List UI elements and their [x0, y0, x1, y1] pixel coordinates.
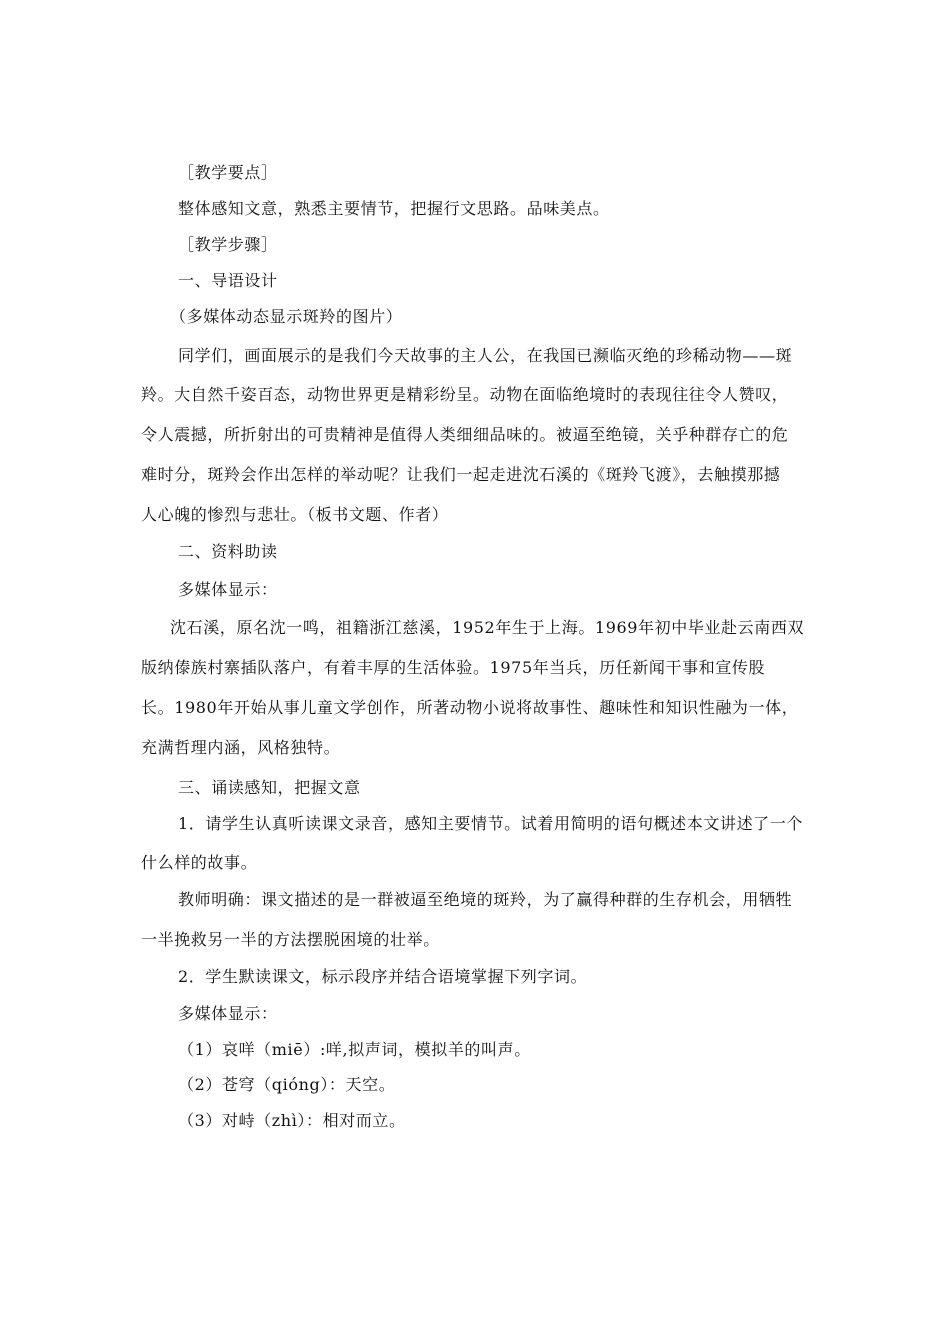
intro-line: 难时分，斑羚会作出怎样的举动呢？让我们一起走进沈石溪的《斑羚飞渡》，去触摸那撼	[141, 465, 781, 484]
section1-title: 一、导语设计	[178, 271, 278, 290]
author-line: 沈石溪，原名沈一鸣，祖籍浙江慈溪，1952年生于上海。1969年初中毕业赴云南西双	[170, 618, 805, 637]
task1-line: 什么样的故事。	[141, 853, 258, 872]
multimedia-label: 多媒体显示：	[178, 1004, 278, 1023]
section2-title: 二、资料助读	[178, 542, 278, 561]
intro-line: 同学们，画面展示的是我们今天故事的主人公，在我国已濒临灭绝的珍稀动物——斑	[178, 346, 793, 365]
teacher-line: 一半挽救另一半的方法摆脱困境的壮举。	[141, 930, 440, 949]
multimedia-label: 多媒体显示：	[178, 580, 278, 599]
author-line: 版纳傣族村寨插队落户，有着丰厚的生活体验。1975年当兵，历任新闻干事和宣传股	[141, 658, 766, 677]
section3-title: 三、诵读感知，把握文意	[178, 778, 361, 797]
task2-text: 2．学生默读课文，标示段序并结合语境掌握下列字词。	[178, 967, 588, 986]
key-points-text: 整体感知文意，熟悉主要情节，把握行文思路。品味美点。	[178, 199, 610, 218]
author-line: 充满哲理内涵，风格独特。	[141, 738, 341, 757]
heading-key-points: ［教学要点］	[178, 163, 278, 182]
intro-line: 令人震撼，所折射出的可贵精神是值得人类细细品味的。被逼至绝镜，关乎种群存亡的危	[141, 425, 789, 444]
intro-line: 羚。大自然千姿百态，动物世界更是精彩纷呈。动物在面临绝境时的表现往往令人赞叹，	[141, 385, 789, 404]
vocab-item: （3）对峙（zhì）：相对而立。	[178, 1111, 406, 1130]
intro-line: 人心魄的惨烈与悲壮。（板书文题、作者）	[141, 505, 449, 524]
task1-line: 1．请学生认真听读课文录音，感知主要情节。试着用简明的语句概述本文讲述了一个	[178, 814, 803, 833]
heading-steps: ［教学步骤］	[178, 235, 278, 254]
section1-note: （多媒体动态显示斑羚的图片）	[170, 307, 403, 326]
vocab-item: （1）哀咩（miē）:咩,拟声词，模拟羊的叫声。	[178, 1040, 531, 1059]
teacher-line: 教师明确：课文描述的是一群被逼至绝境的斑羚，为了赢得种群的生存机会，用牺牲	[178, 890, 793, 909]
author-line: 长。1980年开始从事儿童文学创作，所著动物小说将故事性、趣味性和知识性融为一体，	[141, 698, 799, 717]
vocab-item: （2）苍穹（qióng）：天空。	[178, 1075, 396, 1094]
